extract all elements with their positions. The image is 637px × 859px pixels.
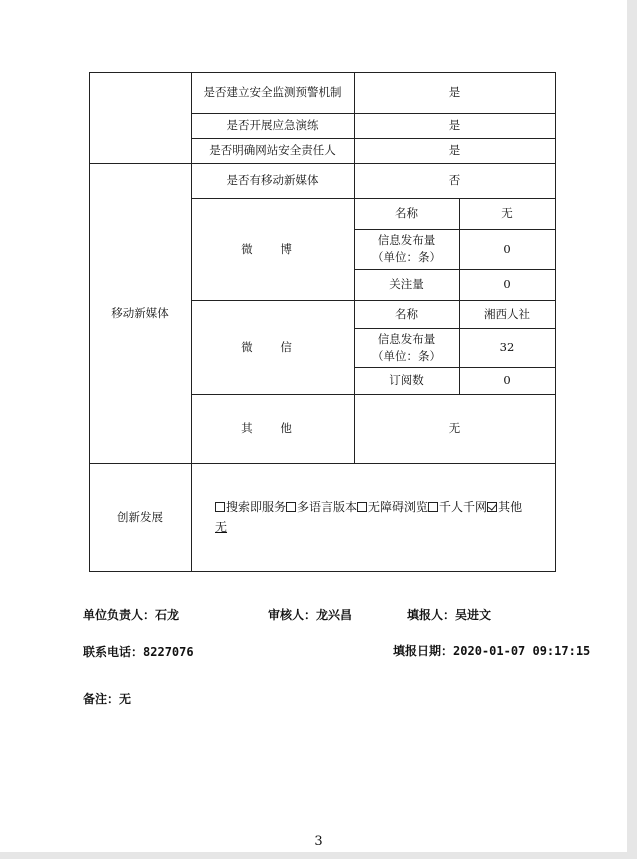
phone-field	[83, 643, 194, 660]
weibo-label: 微 博	[241, 241, 304, 256]
has-mobile-media-value: 否	[448, 173, 461, 187]
checkbox-other[interactable]	[487, 502, 497, 512]
option-search-service: 搜索即服务	[226, 500, 287, 514]
mobile-media-section-label: 移动新媒体	[111, 305, 169, 320]
table-border	[555, 72, 556, 572]
warning-label: 是否建立安全监测预警机制	[203, 85, 342, 99]
leader-field	[83, 606, 179, 623]
drill-label: 是否开展应急演练	[226, 118, 319, 132]
option-accessibility: 无障碍浏览	[368, 500, 429, 514]
innovation-options-text	[215, 497, 551, 537]
other-media-value: 无	[448, 421, 461, 435]
innovation-other-text: 无	[215, 520, 228, 534]
note-value: 无	[119, 692, 132, 706]
page-number: 3	[314, 834, 323, 849]
wechat-posts-value: 32	[499, 340, 515, 354]
wechat-name-label: 名称	[395, 306, 418, 321]
innovation-section-label: 创新发展	[117, 509, 163, 524]
phone-value: 8227076	[143, 645, 194, 659]
checkbox-accessibility[interactable]	[357, 502, 367, 512]
note-field	[83, 690, 131, 707]
wechat-subs-label: 订阅数	[389, 373, 424, 387]
weibo-follow-label: 关注量	[389, 277, 424, 291]
option-other: 其他	[498, 500, 523, 514]
owner-label: 是否明确网站安全责任人	[209, 143, 336, 157]
reviewer-field	[268, 606, 352, 623]
filler-field	[407, 606, 491, 623]
reviewer-label: 审核人：	[268, 608, 317, 622]
option-personalized: 千人千网	[439, 500, 488, 514]
wechat-subs-value: 0	[503, 373, 511, 387]
leader-label: 单位负责人：	[83, 608, 156, 622]
weibo-name-label: 名称	[395, 206, 418, 220]
page-edge	[0, 852, 637, 859]
other-media-label: 其 他	[241, 421, 304, 435]
phone-label: 联系电话：	[83, 645, 144, 659]
wechat-posts-label: 信息发布量（单位：条）	[372, 331, 441, 363]
weibo-posts-value: 0	[503, 241, 511, 256]
reviewer-value: 龙兴昌	[316, 608, 353, 622]
option-multilingual: 多语言版本	[297, 500, 358, 514]
note-label: 备注：	[83, 692, 120, 706]
date-value: 2020-01-07 09:17:15	[453, 644, 591, 658]
weibo-follow-value: 0	[503, 277, 511, 291]
table-border	[89, 571, 556, 572]
drill-value: 是	[448, 118, 461, 132]
innovation-options	[191, 463, 555, 571]
filler-label: 填报人：	[407, 608, 456, 622]
weibo-name-value: 无	[501, 206, 513, 220]
checkbox-multilingual[interactable]	[286, 502, 296, 512]
has-mobile-media-label: 是否有移动新媒体	[226, 173, 319, 187]
filler-value: 吴进文	[455, 608, 492, 622]
owner-value: 是	[448, 143, 461, 157]
warning-value: 是	[448, 85, 461, 99]
leader-value: 石龙	[155, 608, 180, 622]
checkbox-personalized[interactable]	[428, 502, 438, 512]
checkbox-search-service[interactable]	[215, 502, 225, 512]
weibo-posts-label: 信息发布量（单位：条）	[372, 233, 441, 264]
date-field	[393, 642, 590, 659]
date-label: 填报日期：	[393, 644, 454, 658]
wechat-name-value: 湘西人社	[484, 306, 530, 321]
wechat-label: 微 信	[241, 339, 304, 354]
